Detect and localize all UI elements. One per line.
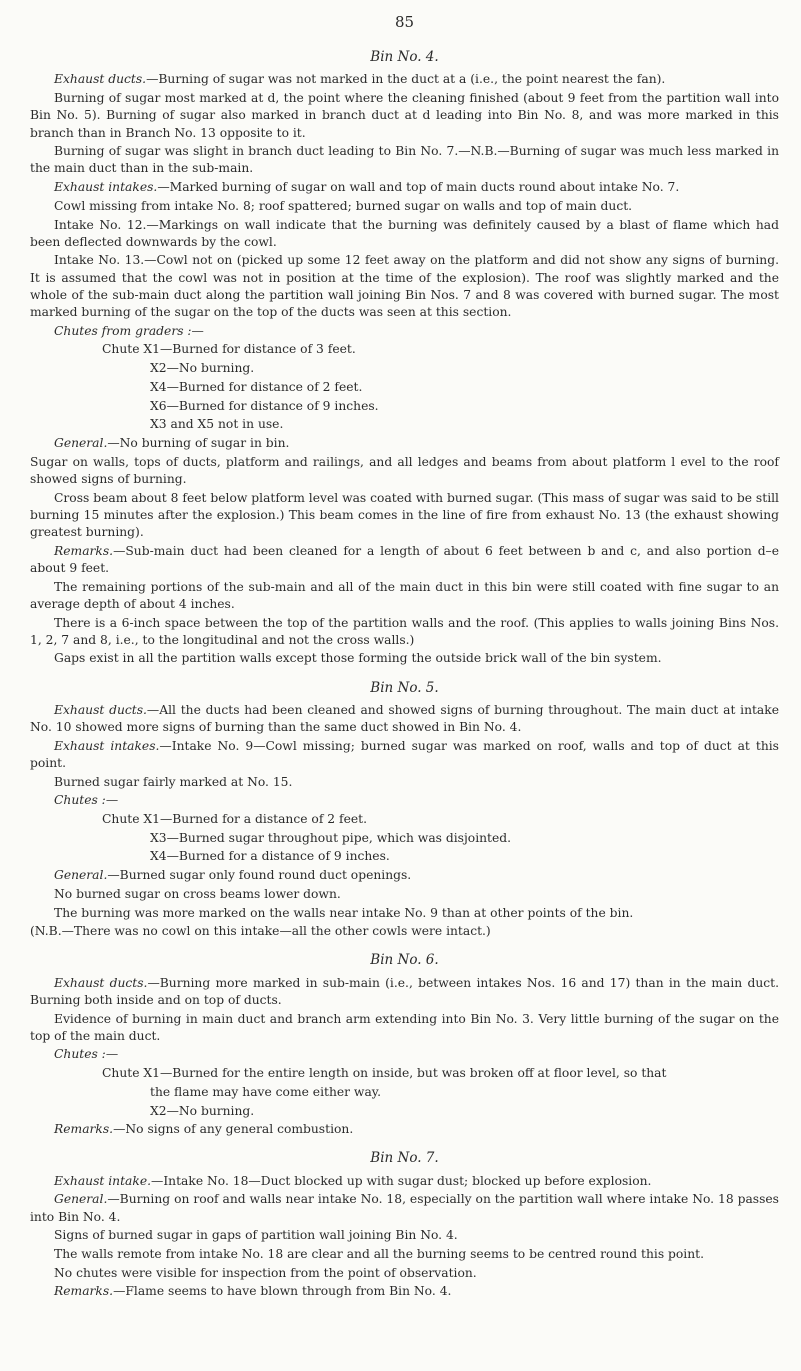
paragraph [30, 702, 779, 736]
chute-line: Chute X1—Burned for the entire length on inside, but was broken off at floor level, so that [102, 1066, 667, 1081]
page-number: 85 [394, 13, 415, 31]
paragraph-text: —Marked burning of sugar on wall and top of main ducts round about intake No. 7. [157, 180, 680, 195]
chute-line: X4—Burned for distance of 2 feet. [150, 379, 363, 394]
paragraph-text: —Burning more marked in sub-main (i.e., between intakes Nos. 16 and 17) than in the main duct. Burning both inside and on top of ducts. [30, 975, 779, 1007]
chutes-heading: Chutes from graders :— [54, 323, 204, 338]
section-label: Exhaust intakes. [54, 180, 158, 195]
paragraph-text: —All the ducts had been cleaned and showed signs of burning throughout. The main duct at intake No. 10 showed more signs of burning than the same duct showed in Bin No. 4. [30, 702, 779, 735]
section-label: Remarks. [54, 1122, 114, 1137]
chute-line: the flame may have come either way. [150, 1084, 382, 1099]
chute-line: Chute X1—Burned for a distance of 2 feet. [102, 812, 367, 827]
paragraph-text: —Intake No. 9—Cowl missing; burned sugar was marked on roof, walls and top of duct at this point. [30, 738, 779, 770]
paragraph: Sugar on walls, tops of ducts, platform and railings, and all ledges and beams from about platform l evel to the roof showed signs of burning. [30, 454, 779, 486]
chute-line: X2—No burning. [150, 361, 255, 376]
paragraph [30, 1121, 779, 1138]
bin-4-heading: Bin No. 4. [370, 49, 439, 66]
paragraph-text: —Intake No. 18—Duct blocked up with sugar dust; blocked up before explosion. [151, 1173, 652, 1188]
paragraph-text: —No burning of sugar in bin. [107, 435, 290, 450]
paragraph-text: —No signs of any general combustion. [113, 1122, 354, 1137]
paragraph: Evidence of burning in main duct and branch arm extending into Bin No. 3. Very little burning of the sugar on the top of the main duct. [30, 1011, 779, 1043]
chute-line: X4—Burned for a distance of 9 inches. [150, 849, 390, 864]
chute-line: Chute X1—Burned for distance of 3 feet. [102, 342, 356, 357]
bin-7-heading: Bin No. 7. [370, 1150, 439, 1167]
paragraph: Intake No. 12.—Markings on wall indicate that the burning was definitely caused by a blast of flame which had been deflected downwards by the cowl. [30, 217, 779, 249]
paragraph [30, 1173, 779, 1190]
section-label: Exhaust ducts. [54, 72, 147, 87]
paragraph: Burned sugar fairly marked at No. 15. [54, 774, 293, 789]
paragraph: Burning of sugar was slight in branch duct leading to Bin No. 7.—N.B.—Burning of sugar was much less marked in the main duct than in the sub-main. [30, 144, 779, 176]
paragraph: The walls remote from intake No. 18 are clear and all the burning seems to be centred round this point. [54, 1247, 705, 1261]
chute-line: X2—No burning. [150, 1103, 255, 1118]
section-label: Exhaust ducts. [54, 702, 147, 717]
section-label: Exhaust intakes. [54, 738, 160, 753]
paragraph [30, 435, 779, 452]
paragraph: Cowl missing from intake No. 8; roof spattered; burned sugar on walls and top of main duct. [54, 198, 633, 213]
section-label: General. [54, 868, 108, 883]
bin-6-heading: Bin No. 6. [370, 952, 439, 969]
section-label: Exhaust ducts. [54, 975, 148, 990]
section-label: Exhaust intake. [54, 1173, 152, 1188]
section-label: Remarks. [54, 543, 114, 558]
paragraph [30, 975, 779, 1009]
section-label: General. [54, 1192, 108, 1207]
paragraph: Intake No. 13.—Cowl not on (picked up some 12 feet away on the platform and did not show any signs of burning. It is assumed that the cowl was not in position at the time of the explosion). The roof was slightly marked and the whole of the sub-main duct along the partition wall joining Bin Nos. 7 and 8 was covered with burned sugar. The most marked burning of the sugar on the top of the ducts was seen at this section. [30, 253, 779, 320]
chute-line: X3—Burned sugar throughout pipe, which was disjointed. [150, 830, 512, 845]
paragraph [30, 867, 779, 884]
paragraph-text: —Flame seems to have blown through from Bin No. 4. [113, 1284, 452, 1299]
paragraph-text: —Sub-main duct had been cleaned for a length of about 6 feet between b and c, and also portion d–e about 9 feet. [30, 543, 779, 575]
bin-5-heading: Bin No. 5. [370, 679, 439, 696]
paragraph [30, 71, 779, 88]
paragraph [30, 543, 779, 577]
paragraph: Signs of burned sugar in gaps of partition wall joining Bin No. 4. [54, 1228, 458, 1243]
paragraph-text: —Burning of sugar was not marked in the duct at a (i.e., the point nearest the fan). [146, 72, 666, 87]
paragraph: Cross beam about 8 feet below platform level was coated with burned sugar. (This mass of sugar was said to be still burning 15 minutes after the explosion.) This beam comes in the line of fire from exhaust No. 13 (the exhaust showing greatest burning). [30, 490, 779, 539]
chutes-heading: Chutes :— [54, 1047, 119, 1062]
paragraph [30, 1283, 779, 1300]
paragraph [30, 1191, 779, 1225]
paragraph: (N.B.—There was no cowl on this intake—all the other cowls were intact.) [30, 924, 491, 939]
paragraph: No burned sugar on cross beams lower down. [54, 886, 341, 901]
paragraph: Burning of sugar most marked at d, the point where the cleaning finished (about 9 feet from the partition wall into Bin No. 5). Burning of sugar also marked in branch duct at d leading into Bin No. 8, and was more marked in this branch than in Branch No. 13 opposite to it. [30, 91, 779, 140]
paragraph [30, 738, 779, 772]
chutes-heading: Chutes :— [54, 793, 119, 808]
paragraph-text: —Burning on roof and walls near intake No. 18, especially on the partition wall where intake No. 18 passes into Bin No. 4. [30, 1192, 779, 1224]
section-label: Remarks. [54, 1284, 114, 1299]
paragraph: There is a 6-inch space between the top of the partition walls and the roof. (This applies to walls joining Bins Nos. 1, 2, 7 and 8, i.e., to the longitudinal and not the cross walls.) [30, 615, 779, 647]
chute-line: X6—Burned for distance of 9 inches. [150, 398, 379, 413]
paragraph [30, 179, 779, 196]
paragraph: The burning was more marked on the walls near intake No. 9 than at other points of the bin. [54, 905, 634, 920]
paragraph-text: —Burned sugar only found round duct openings. [107, 868, 412, 883]
paragraph: No chutes were visible for inspection from the point of observation. [54, 1265, 477, 1280]
paragraph: The remaining portions of the sub-main and all of the main duct in this bin were still coated with fine sugar to an average depth of about 4 inches. [30, 579, 779, 611]
chute-line: X3 and X5 not in use. [150, 417, 284, 432]
section-label: General. [54, 435, 108, 450]
paragraph: Gaps exist in all the partition walls except those forming the outside brick wall of the bin system. [54, 651, 662, 666]
